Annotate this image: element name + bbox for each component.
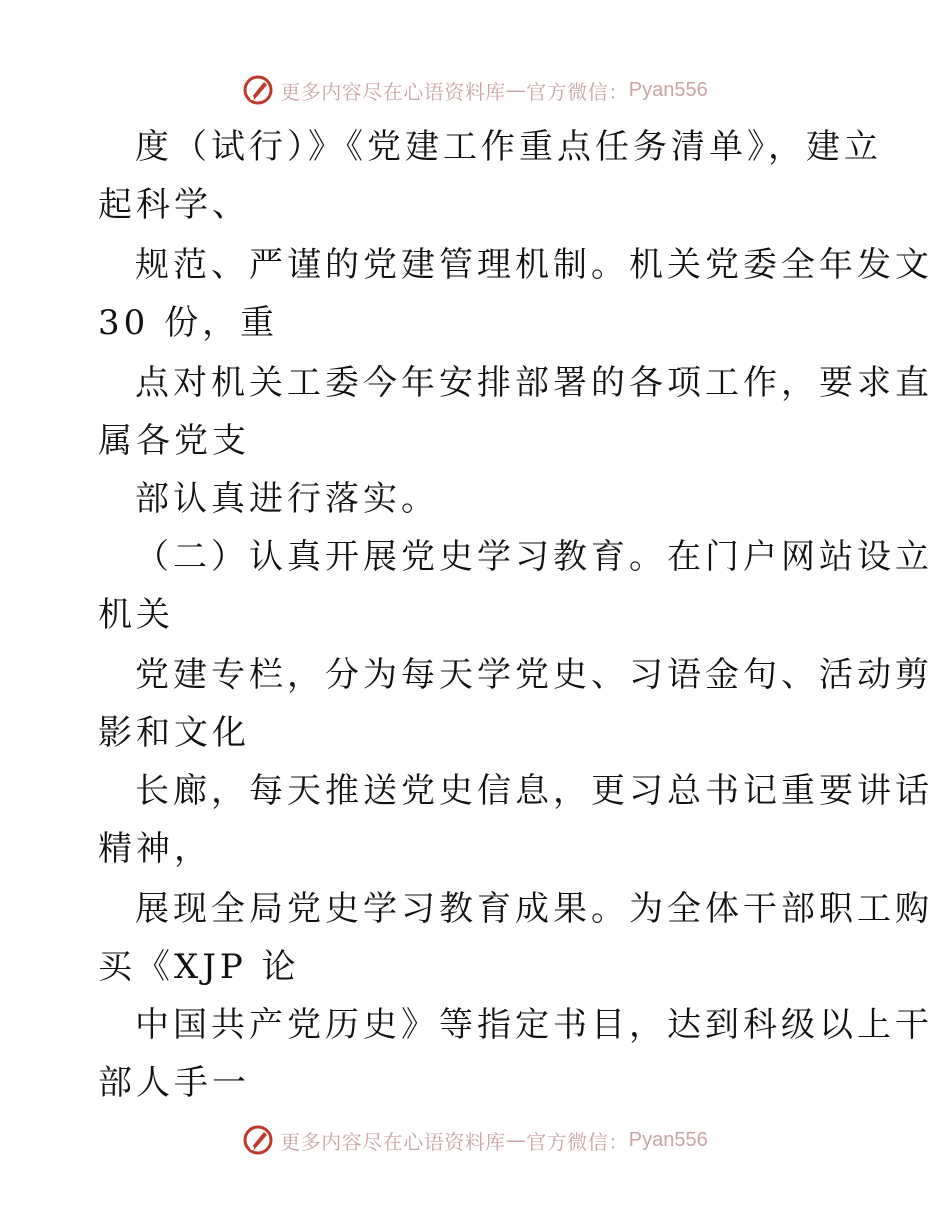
text-line: 机关 xyxy=(98,595,174,635)
text-line: 部人手一 xyxy=(98,1063,250,1103)
watermark-official: 官方微信： xyxy=(526,79,629,104)
footer-watermark xyxy=(0,1120,950,1160)
text-line: 精神， xyxy=(98,829,212,869)
text-line: 买《XJP 论 xyxy=(98,947,300,987)
watermark-brand: 更多内容尽在心语资料库 xyxy=(280,79,506,104)
header-watermark xyxy=(0,70,950,110)
text-line: 起科学、 xyxy=(98,185,250,225)
watermark-brand: 更多内容尽在心语资料库 xyxy=(280,1129,506,1154)
text-line: 点对机关工委今年安排部署的各项工作，要求直 xyxy=(135,363,933,403)
text-line: 党建专栏，分为每天学党史、习语金句、活动剪 xyxy=(135,655,933,695)
text-line: 30 份，重 xyxy=(98,303,279,343)
quill-logo-icon xyxy=(242,1124,274,1156)
watermark-separator: — xyxy=(505,78,527,102)
text-line: 属各党支 xyxy=(98,421,250,461)
text-line: 部认真进行落实。 xyxy=(135,479,439,519)
watermark-wechat-id: Pyan556 xyxy=(628,1128,708,1151)
watermark-separator: — xyxy=(505,1128,527,1152)
text-line: 影和文化 xyxy=(98,713,250,753)
text-line: （二）认真开展党史学习教育。在门户网站设立 xyxy=(135,537,933,577)
text-line: 展现全局党史学习教育成果。为全体干部职工购 xyxy=(135,889,933,929)
watermark-wechat-id: Pyan556 xyxy=(628,78,708,101)
text-line: 中国共产党历史》等指定书目，达到科级以上干 xyxy=(135,1005,933,1045)
text-line: 长廊，每天推送党史信息，更习总书记重要讲话 xyxy=(135,771,933,811)
quill-logo-icon xyxy=(242,74,274,106)
text-line: 规范、严谨的党建管理机制。机关党委全年发文 xyxy=(135,245,933,285)
watermark-official: 官方微信： xyxy=(526,1129,629,1154)
text-line: 度（试行）》《党建工作重点任务清单》，建立 xyxy=(135,127,882,167)
